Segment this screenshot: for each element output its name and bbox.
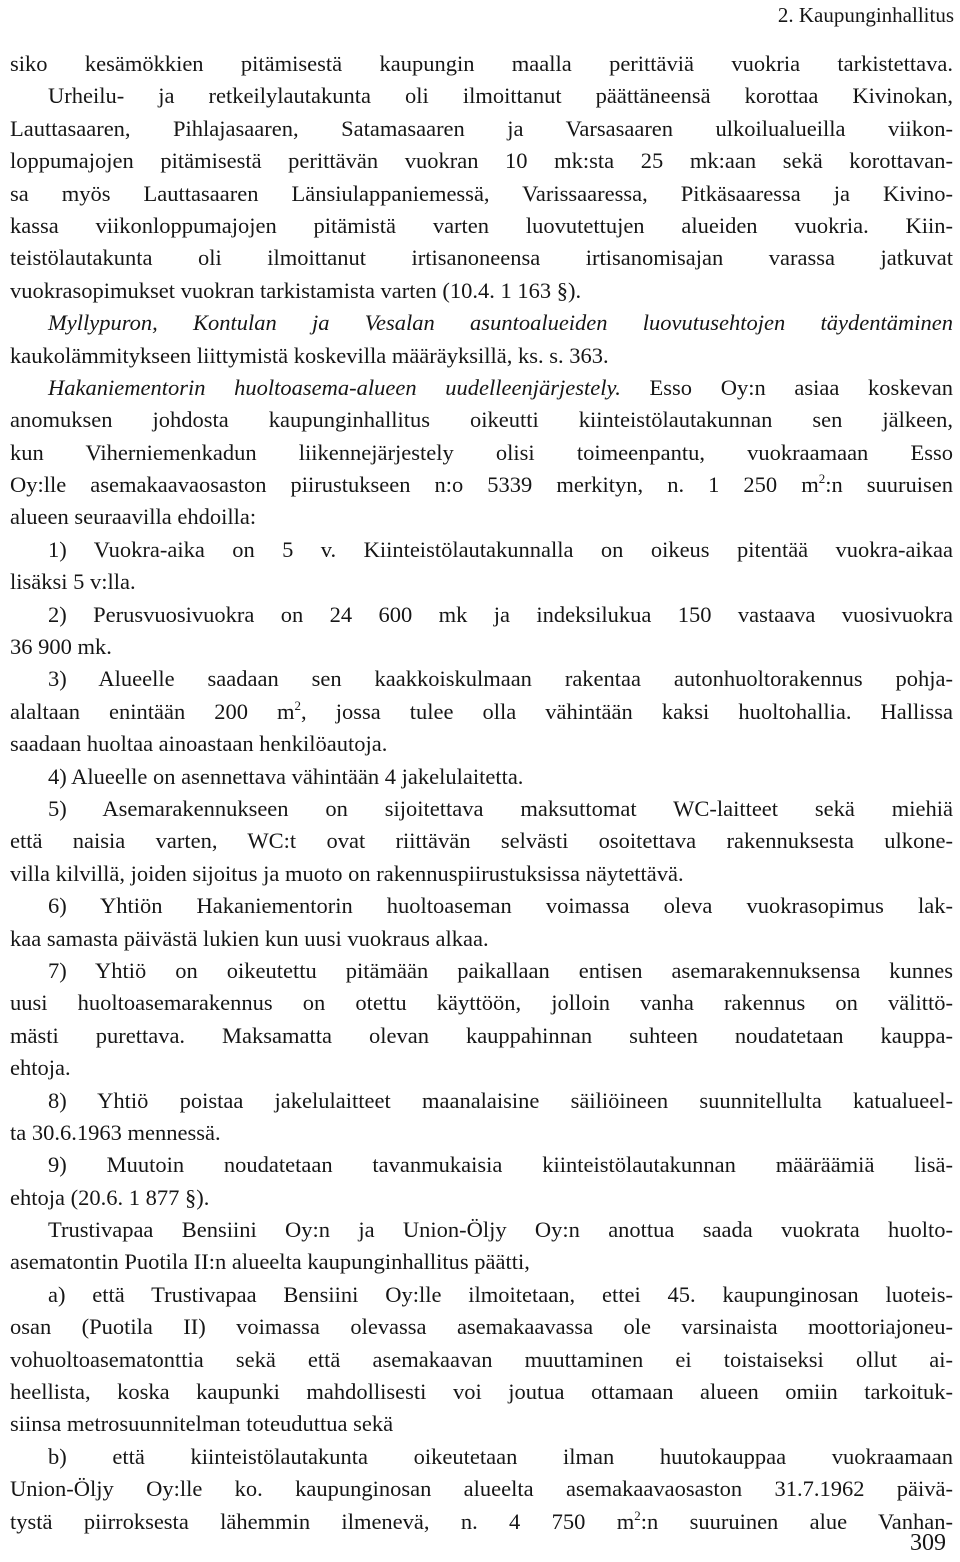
text-line: uusi huoltoasemarakennus on otettu käyttöön, jolloin vanha rakennus on välittö-	[10, 990, 953, 1016]
text-line: ta 30.6.1963 mennessä.	[10, 1119, 221, 1145]
text-line: 5) Asemarakennukseen on sijoitettava maksuttomat WC-laitteet sekä miehiä	[48, 795, 953, 821]
text-line: Oy:lle asemakaavaosaston piirustukseen n:o 5339 merkityn, n. 1 250 $m^2:n$ suuruisen	[10, 471, 953, 498]
text-line: anomuksen johdosta kaupunginhallitus oikeutti kiinteistölautakunnan sen jälkeen,	[10, 407, 953, 433]
text-line: ehtoja.	[10, 1055, 71, 1081]
text-line: 1) Vuokra-aika on 5 v. Kiinteistölautakunnalla on oikeus pitentää vuokra-aikaa	[48, 536, 953, 562]
page-number: 309	[910, 1530, 946, 1556]
text-line: heellista, koska kaupunki mahdollisesti voi joutua ottamaan alueen omiin tarkoituk-	[10, 1379, 953, 1405]
text-line: saadaan huoltaa ainoastaan henkilöautoja.	[10, 731, 388, 757]
text-line: että naisia varten, WC:t ovat riittävän selvästi osoitettava rakennuksesta ulkone-	[10, 828, 953, 854]
text-line: siinsa metrosuunnitelman toteuduttua sekä	[10, 1411, 394, 1437]
text-line: vohuoltoasematonttia sekä että asemakaavan muuttaminen ei toistaiseksi ollut ai-	[10, 1346, 953, 1372]
text-line: mästi purettava. Maksamatta olevan kauppahinnan suhteen noudatetaan kauppa-	[10, 1022, 953, 1048]
text-line: 3) Alueelle saadaan sen kaakkoiskulmaan rakentaa autonhuoltorakennus pohja-	[48, 666, 953, 692]
text-line: lisäksi 5 v:lla.	[10, 569, 136, 595]
text-line: alueen seuraavilla ehdoilla:	[10, 504, 257, 530]
italic-heading-line: Myllypuron, Kontulan ja Vesalan asuntoalueiden luovutusehtojen täydentäminen	[48, 310, 953, 336]
text-line: 8) Yhtiö poistaa jakelulaitteet maanalaisine säiliöineen suunnitellulta katualueel-	[48, 1087, 953, 1113]
text-line: Union-Öljy Oy:lle ko. kaupunginosan alueelta asemakaavaosaston 31.7.1962 päivä-	[10, 1476, 953, 1502]
text-line: loppumajojen pitämisestä perittävän vuokran 10 mk:sta 25 mk:aan sekä korottavan-	[10, 148, 953, 174]
text-line: ehtoja (20.6. 1 877 §).	[10, 1184, 210, 1210]
body-text	[10, 48, 953, 1538]
text-line: kassa viikonloppumajojen pitämistä varten luovutettujen alueiden vuokria. Kiin-	[10, 212, 953, 238]
text-line: Trustivapaa Bensiini Oy:n ja Union-Öljy Oy:n anottua saada vuokrata huolto-	[48, 1217, 953, 1243]
running-header: 2. Kaupunginhallitus	[777, 3, 954, 27]
text-line: 7) Yhtiö on oikeutettu pitämään paikallaan entisen asemarakennuksensa kunnes	[48, 957, 953, 983]
text-line: a) että Trustivapaa Bensiini Oy:lle ilmoitetaan, ettei 45. kaupunginosan luoteis-	[48, 1281, 953, 1307]
text-line: Hakaniementorin huoltoasema-alueen uudelleenjärjestely. Esso Oy:n asiaa koskevan	[48, 374, 953, 400]
text-line: 36 900 mk.	[10, 634, 112, 660]
text-line: alaltaan enintään 200 $m^2$, jossa tulee olla vähintään kaksi huoltohallia. Hallissa	[10, 697, 953, 724]
text-line: kaa samasta päivästä lukien kun uusi vuokraus alkaa.	[10, 925, 489, 951]
text-line: villa kilvillä, joiden sijoitus ja muoto on rakennuspiirustuksissa näytettävä.	[10, 860, 684, 886]
text-line: vuokrasopimukset vuokran tarkistamista varten (10.4. 1 163 §).	[10, 277, 582, 303]
text-line: 6) Yhtiön Hakaniementorin huoltoaseman voimassa oleva vuokrasopimus lak-	[48, 893, 953, 919]
text-line: siko kesämökkien pitämisestä kaupungin maalla perittäviä vuokria tarkistettava.	[10, 51, 953, 76]
text-line: osan (Puotila II) voimassa olevassa asemakaavassa ole varsinaista moottoriajoneu-	[10, 1314, 953, 1340]
text-line: Urheilu- ja retkeilylautakunta oli ilmoittanut päättäneensä korottaa Kivinokan,	[48, 83, 953, 109]
text-line: asematontin Puotila II:n alueelta kaupunginhallitus päätti,	[10, 1249, 530, 1275]
text-line: 2) Perusvuosivuokra on 24 600 mk ja indeksilukua 150 vastaava vuosivuokra	[48, 601, 953, 627]
text-line: teistölautakunta oli ilmoittanut irtisanoneensa irtisanomisajan varassa jatkuvat	[10, 245, 953, 271]
text-line: sa myös Lauttasaaren Länsiulappaniemessä, Varissaaressa, Pitkäsaaressa ja Kivino-	[10, 180, 953, 206]
text-line: kun Viherniemenkadun liikennejärjestely olisi toimeenpantu, vuokraamaan Esso	[10, 439, 953, 465]
text-line: tystä piirroksesta lähemmin ilmenevä, n. 4 750 $m^2:n$ suuruinen alue Vanhan-	[10, 1507, 953, 1534]
text-line: 9) Muutoin noudatetaan tavanmukaisia kiinteistölautakunnan määräämiä lisä-	[48, 1152, 953, 1178]
text-line: kaukolämmitykseen liittymistä koskevilla määräyksillä, ks. s. 363.	[10, 342, 609, 368]
text-line: b) että kiinteistölautakunta oikeutetaan ilman huutokauppaa vuokraamaan	[48, 1443, 953, 1469]
italic-heading: Hakaniementorin huoltoasema-alueen uudelleenjärjestely.	[48, 374, 621, 400]
text-line: 4) Alueelle on asennettava vähintään 4 jakelulaitetta.	[48, 763, 524, 789]
text-line: Lauttasaaren, Pihlajasaaren, Satamasaaren ja Varsasaaren ulkoilualueilla viikon-	[10, 115, 953, 141]
